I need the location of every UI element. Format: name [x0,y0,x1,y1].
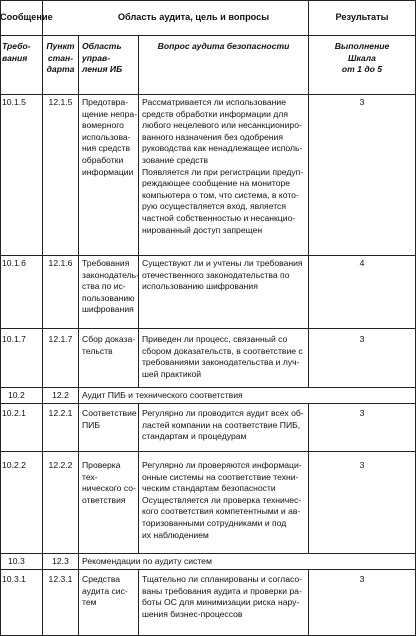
table-row-score: 3 [359,408,365,418]
table-row-standard-clause: 12.1.6 [48,258,73,268]
table-row-score: 3 [359,97,365,107]
table-row-area: Предотвра- щение непра- вомерного использова- ния средств обработки информации [82,97,138,177]
column-header-management-area: Область управ- ления ИБ [82,41,123,75]
table-row-area: Проверка тех- нического со- ответствия [82,460,136,505]
table-row-question: Существуют ли и учтены ли требования отечественного законодательства по использованию шифрования [142,258,303,292]
table-row-standard-clause: 12.1.7 [48,334,73,344]
section-row-requirement: 10.2 [8,390,25,400]
column-header-standard-clause: Пункт стан- дарта [46,41,75,75]
section-row-title: Аудит ПИБ и технического соответствия [82,390,243,400]
table-row-area: Требования законодатель- ства по ис- пользованию шифрования [82,258,139,315]
column-header-audit-question: Вопрос аудита безопасности [157,41,290,51]
table-row-area: Соответствие ПИБ [82,408,137,430]
section-row-standard-clause: 12.3 [52,556,69,566]
group-header-results: Результаты [335,12,389,22]
table-row-question: Тщательно ли спланированы и согласо- ваны требования аудита и проверки ра- боты ОС для минимизации риска нару- шения бизнес-процессов [142,574,303,619]
table-row-area: Сбор доказа- тельств [82,334,136,356]
table-row-standard-clause: 12.2.2 [48,460,73,470]
table-row-standard-clause: 12.1.5 [48,97,73,107]
table-row-question: Рассматривается ли использование средств обработки информации для любого нецелевого или несанкциониро- ванного назначения без одобрения руководства как ненадлежащее исполь- зование средств Появляется ли при регистрации предуп- реждающее сообщение на мониторе компьютера о том, что система, в кото- рую осуществляется вход, является частной собственностью и несанкцио- нированный доступ запрещен [142,97,304,235]
table-row-question: Приведен ли процесс, связанный со сбором доказательств, в соответствие с требованиями законодательства и луч- шей практикой [142,334,303,379]
table-row-requirement: 10.1.5 [2,97,26,107]
table-row-area: Средства аудита сис- тем [82,574,128,608]
section-row-title: Рекомендации по аудиту систем [82,556,212,566]
group-header-message: Сообщение [0,12,53,22]
table-row-question: Регулярно ли проверяются информаци- онные системы на соответствие техни- ческим стандартам безопасности Осуществляется ли проверка техничес- кого соответствия компетентными и ав- торизованными сотрудниками и под их наблюдением [142,460,302,540]
group-header-audit-area: Область аудита, цель и вопросы [117,12,270,22]
table-row-score: 3 [359,460,365,470]
table-row-score: 3 [359,574,365,584]
table-row-question: Регулярно ли проводится аудит всех об- ластей компании на соответствие ПИБ, стандартам и процедурам [142,408,304,442]
table-row-requirement: 10.3.1 [2,574,26,584]
table-row-requirement: 10.2.2 [2,460,26,470]
column-header-score: Выполнение Шкала от 1 до 5 [334,41,390,75]
table-row-score: 3 [359,334,365,344]
table-row-requirement: 10.2.1 [2,408,26,418]
table-row-standard-clause: 12.2.1 [48,408,73,418]
section-row-standard-clause: 12.2 [52,390,69,400]
table-row-standard-clause: 12.3.1 [48,574,73,584]
table-row-score: 4 [359,258,365,268]
table-row-requirement: 10.1.7 [2,334,26,344]
section-row-requirement: 10.3 [8,556,25,566]
table-row-requirement: 10.1.6 [2,258,26,268]
column-header-requirements: Требо- вания [2,41,31,63]
